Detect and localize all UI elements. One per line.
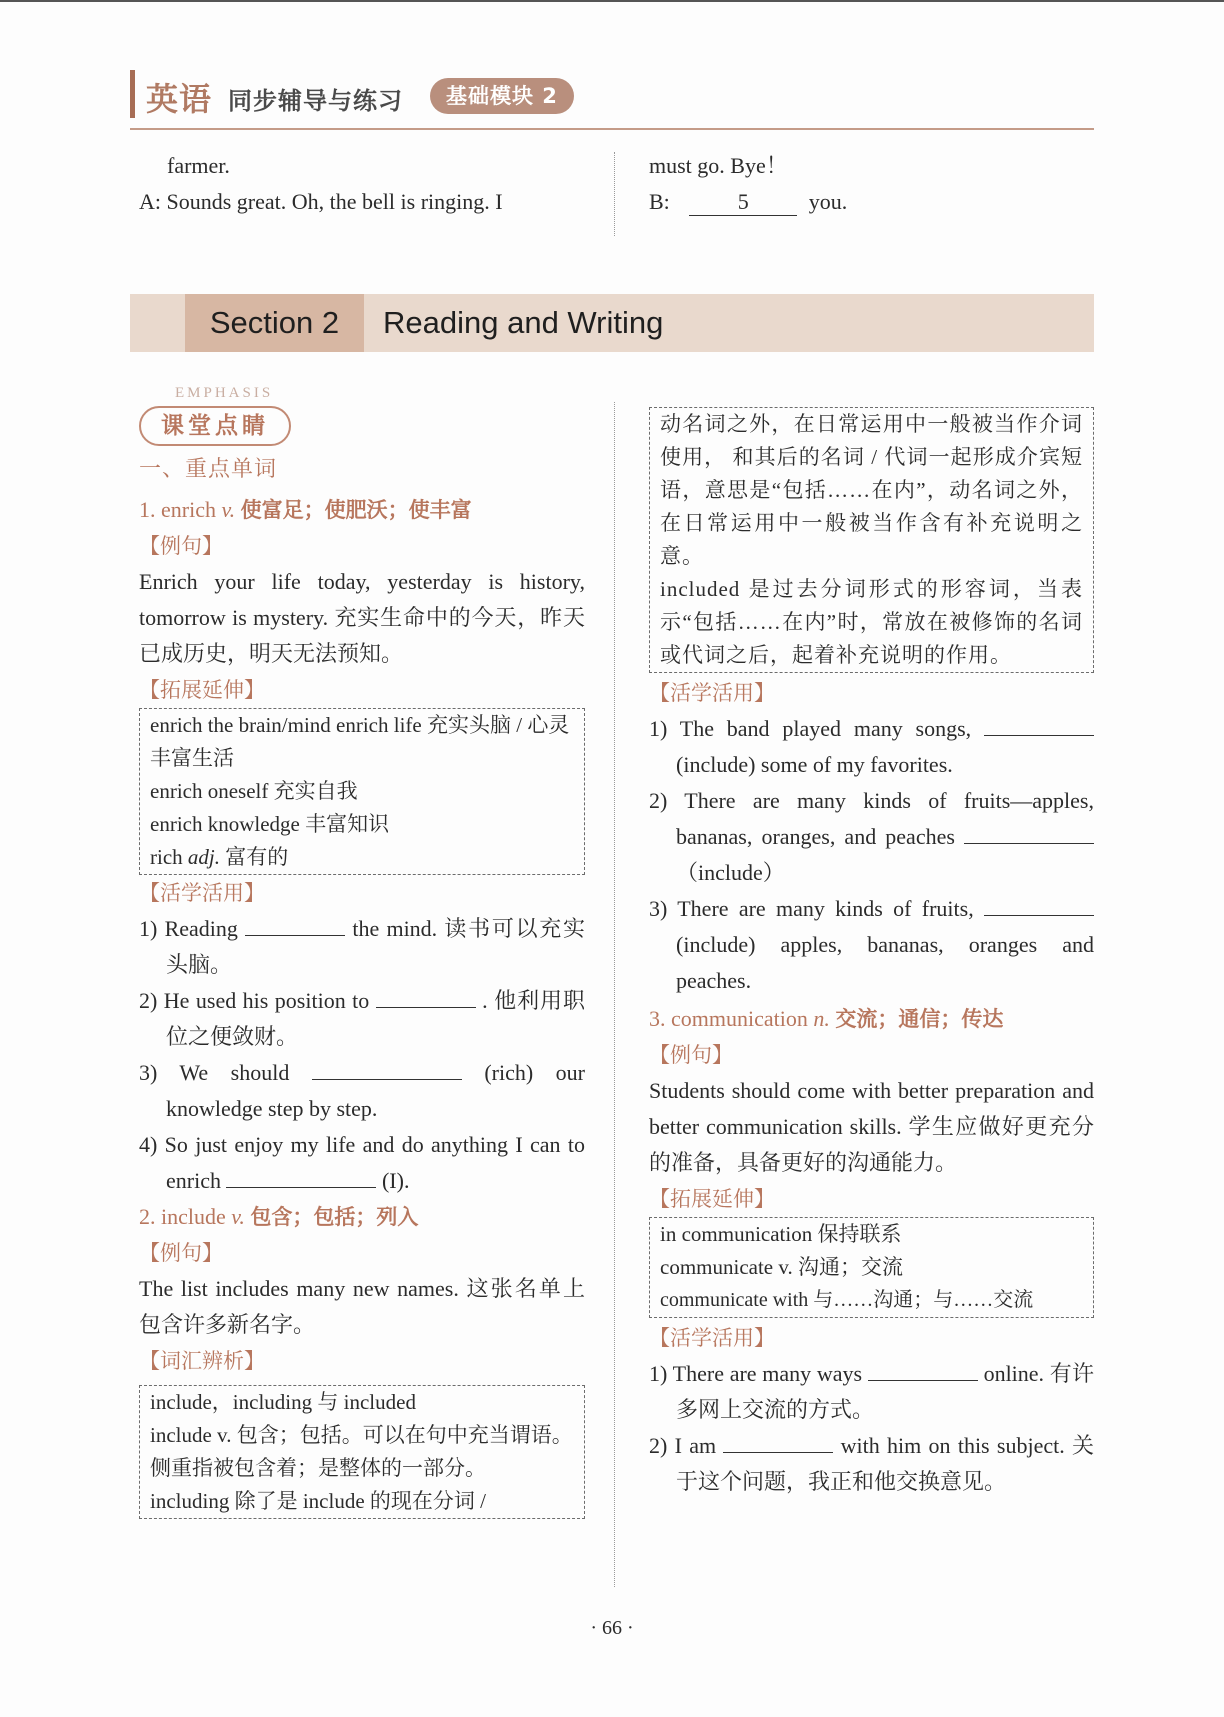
word-heading-communication xyxy=(649,1001,1094,1037)
answer-blank[interactable] xyxy=(245,935,345,936)
word-meaning: 使富足；使肥沃；使丰富 xyxy=(240,497,472,522)
practice-item xyxy=(139,911,585,983)
vocab-item: 动名词之外，在日常运用中一般被当作介词使用， 和其后的名词 / 代词一起形成介宾短语，意思是“包括……在内”，动名词之外，在日常运用中一般被当作含有补充说明之意。 xyxy=(660,412,1083,568)
word-pos: v. xyxy=(231,1204,245,1229)
extend-box xyxy=(139,708,585,875)
practice-item xyxy=(649,891,1094,999)
answer-blank[interactable] xyxy=(723,1452,833,1453)
example-sentence: Enrich your life today, yesterday is history, tomorrow is mystery. 充实生命中的今天，昨天已成历史，明天无法预知。 xyxy=(139,569,585,666)
practice-text: He used his position to xyxy=(163,988,370,1013)
example-sentence: Students should come with better preparation and better communication skills. 学生应做好更充分的准备，具备更好的沟通能力。 xyxy=(649,1078,1094,1175)
practice-item xyxy=(139,983,585,1055)
extend-item: enrich oneself 充实自我 xyxy=(150,779,358,803)
example-sentence: The list includes many new names. 这张名单上包含许多新名字。 xyxy=(139,1276,585,1337)
header-badge: 基础模块 2 xyxy=(430,78,574,114)
column-divider xyxy=(614,402,615,1587)
word-heading-enrich xyxy=(139,492,585,528)
speaker-label: B: xyxy=(649,189,670,214)
practice-item xyxy=(649,1356,1094,1428)
vocab-box xyxy=(139,1385,585,1519)
right-column xyxy=(649,407,1094,1500)
word-number: 3. communication xyxy=(649,1006,808,1031)
practice-text: There are many kinds of fruits, xyxy=(677,896,974,921)
practice-text: Reading xyxy=(164,916,238,941)
column-divider-top xyxy=(614,152,615,236)
extend-item: enrich knowledge 丰富知识 xyxy=(150,812,390,836)
practice-number: 1) xyxy=(139,916,158,941)
example-label: 【例句】 xyxy=(139,534,223,558)
answer-blank[interactable] xyxy=(312,1079,462,1080)
word-pos: v. xyxy=(221,497,236,522)
section-number: Section 2 xyxy=(185,294,364,352)
practice-item xyxy=(139,1127,585,1199)
vocab-item: including 除了是 include 的现在分词 / xyxy=(150,1489,486,1513)
vocab-box-continued xyxy=(649,407,1094,673)
practice-number: 2) xyxy=(139,988,158,1013)
practice-text: The band played many songs, xyxy=(679,716,972,741)
dialogue-line-b xyxy=(649,184,1094,220)
extend-item: communicate with 与……沟通；与……交流 xyxy=(660,1289,1034,1311)
section-bar xyxy=(130,294,1094,352)
emphasis-label-en: EMPHASIS xyxy=(175,385,274,401)
practice-item xyxy=(649,783,1094,891)
header-subject: 英语 xyxy=(146,80,213,118)
example-label: 【例句】 xyxy=(139,1241,223,1265)
extend-label: 【拓展延伸】 xyxy=(139,678,265,702)
continuation-line: must go. Bye！ xyxy=(649,153,788,178)
header-subtitle: 同步辅导与练习 xyxy=(228,87,403,115)
extend-label: 【拓展延伸】 xyxy=(649,1187,775,1211)
extend-box xyxy=(649,1217,1094,1318)
practice-item xyxy=(649,1428,1094,1500)
left-column xyxy=(139,384,585,1519)
practice-text: (I). xyxy=(381,1168,410,1193)
practice-label: 【活学活用】 xyxy=(139,881,265,905)
practice-text: There are many kinds of fruits—apples, bananas, oranges, and peaches xyxy=(676,788,1094,849)
top-border-line xyxy=(0,0,1224,2)
page-header xyxy=(130,66,1094,132)
header-accent-bar xyxy=(130,70,135,118)
continuation-right xyxy=(649,148,1094,220)
practice-text: (include) some of my favorites. xyxy=(676,752,953,777)
continuation-line: A: Sounds great. Oh, the bell is ringing. I xyxy=(139,189,503,214)
practice-text: online. 有许多网上交流的方式。 xyxy=(676,1361,1095,1422)
header-rule xyxy=(130,128,1094,130)
practice-text: （include） xyxy=(676,860,785,885)
practice-number: 2) xyxy=(649,1433,668,1458)
practice-text: So just enjoy my life and do anything I can to enrich xyxy=(164,1132,585,1193)
word-meaning: 交流；通信；传达 xyxy=(835,1006,1004,1031)
practice-text: (include) apples, bananas, oranges and peaches. xyxy=(676,932,1094,993)
practice-number: 2) xyxy=(649,788,668,813)
extend-pos: adj. xyxy=(187,845,220,869)
extend-item: in communication 保持联系 xyxy=(660,1222,902,1246)
extend-word: rich xyxy=(150,845,183,869)
practice-number: 3) xyxy=(139,1060,158,1085)
practice-text: the mind. 读书可以充实头脑。 xyxy=(166,916,586,977)
practice-number: 4) xyxy=(139,1132,158,1157)
answer-blank[interactable] xyxy=(376,1007,476,1008)
practice-number: 3) xyxy=(649,896,668,921)
practice-number: 1) xyxy=(649,716,668,741)
page-number: · 66 · xyxy=(590,1617,634,1639)
practice-text: (rich) our knowledge step by step. xyxy=(166,1060,585,1121)
answer-blank[interactable]: 5 xyxy=(689,189,797,216)
answer-blank[interactable] xyxy=(984,735,1094,736)
practice-text: We should xyxy=(179,1060,290,1085)
example-label: 【例句】 xyxy=(649,1043,733,1067)
continuation-left xyxy=(139,148,589,220)
word-pos: n. xyxy=(813,1006,830,1031)
vocab-item: include v. 包含；包括。可以在句中充当谓语。侧重指被包含着；是整体的一部分。 xyxy=(150,1423,573,1480)
practice-label: 【活学活用】 xyxy=(649,681,775,705)
answer-blank[interactable] xyxy=(964,843,1094,844)
practice-item xyxy=(649,711,1094,783)
extend-cn: 富有的 xyxy=(225,845,289,869)
section-title: Reading and Writing xyxy=(383,305,664,340)
answer-blank[interactable] xyxy=(226,1187,376,1188)
dialogue-text: you. xyxy=(808,189,848,214)
word-number: 1. enrich xyxy=(139,497,216,522)
practice-text: There are many ways xyxy=(672,1361,863,1386)
word-heading-include xyxy=(139,1199,585,1235)
answer-blank[interactable] xyxy=(984,915,1094,916)
practice-text: I am xyxy=(674,1433,717,1458)
practice-number: 1) xyxy=(649,1361,668,1386)
practice-text: . 他利用职位之便敛财。 xyxy=(166,988,585,1049)
extend-item: communicate v. 沟通；交流 xyxy=(660,1255,904,1279)
word-meaning: 包含；包括；列入 xyxy=(250,1204,419,1229)
continuation-line: farmer. xyxy=(167,153,230,178)
answer-blank[interactable] xyxy=(868,1380,978,1381)
extend-item-rich xyxy=(150,841,574,874)
subheading-key-words: 一、重点单词 xyxy=(139,457,278,482)
vocab-label: 【词汇辨析】 xyxy=(139,1349,265,1373)
practice-label: 【活学活用】 xyxy=(649,1326,775,1350)
practice-item xyxy=(139,1055,585,1127)
vocab-item: included 是过去分词形式的形容词，当表示“包括……在内”时，常放在被修饰的名词或代词之后，起着补充说明的作用。 xyxy=(660,577,1083,667)
emphasis-label-cn: 课堂点睛 xyxy=(139,406,291,446)
word-number: 2. include xyxy=(139,1204,226,1229)
practice-text: with him on this subject. 关于这个问题，我正和他交换意见。 xyxy=(676,1433,1094,1494)
extend-item: enrich the brain/mind enrich life 充实头脑 / 心灵丰富生活 xyxy=(150,713,570,770)
vocab-item: include，including 与 included xyxy=(150,1390,416,1414)
